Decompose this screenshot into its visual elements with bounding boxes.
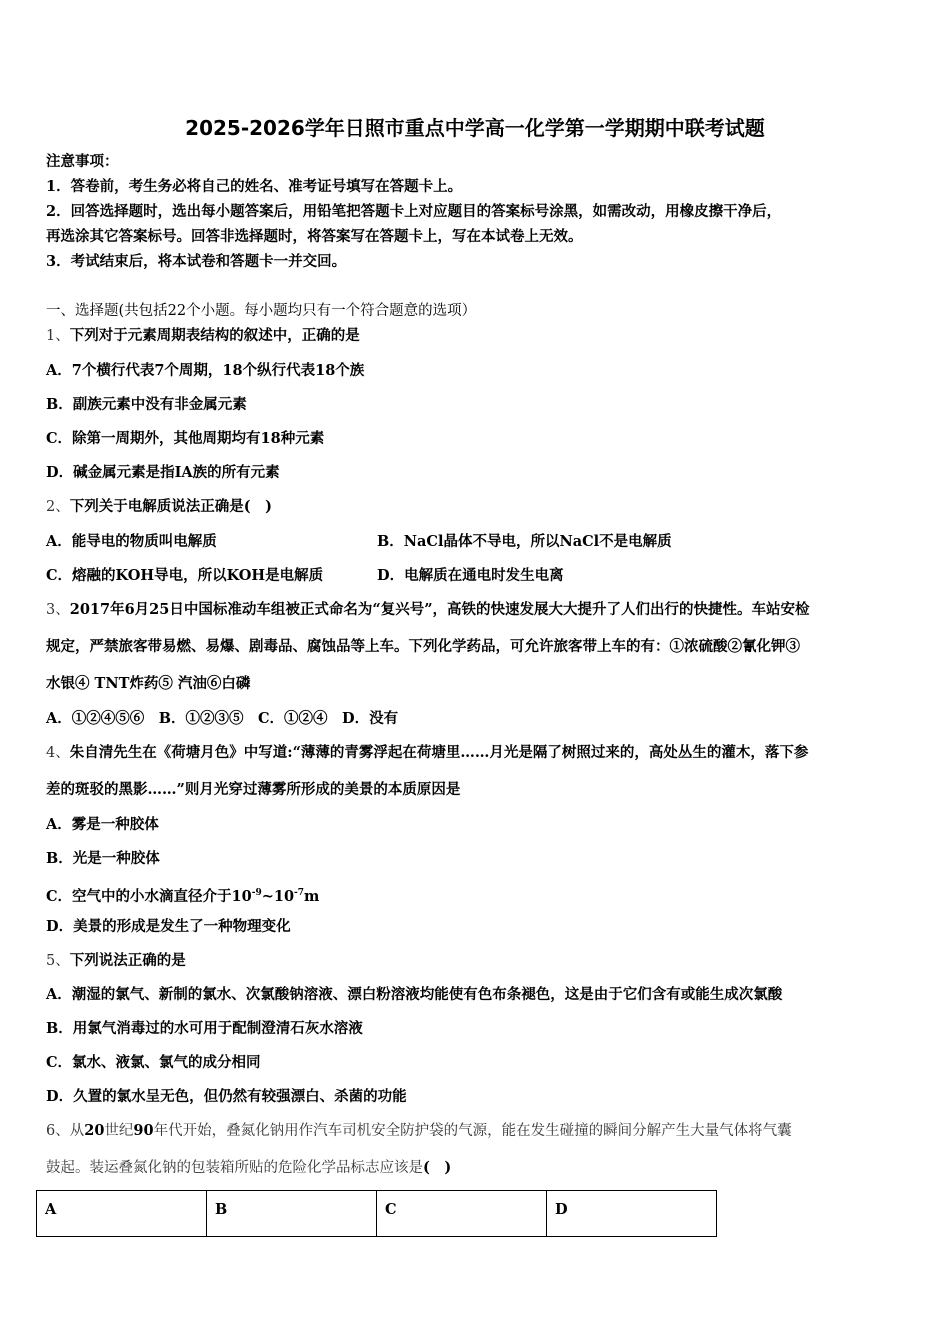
- notice-heading: 注意事项：: [46, 153, 119, 170]
- stem-text: 年代开始，叠氮化钠用作汽车司机安全防护袋的气源，能在发生碰撞的瞬间分解产生大量气体将气囊: [153, 1123, 792, 1139]
- stem-text: 90: [133, 1122, 154, 1139]
- question-5: [46, 951, 186, 971]
- q4-stem-line-2: 差的斑驳的黑影……”则月光穿过薄雾所形成的美景的本质原因是: [46, 781, 461, 798]
- question-number: 1、: [46, 328, 70, 344]
- notice-line-3: 再选涂其它答案标号。回答非选择题时，将答案写在答题卡上，写在本试卷上无效。: [46, 228, 583, 245]
- q4-option-c-text: m: [304, 887, 320, 905]
- q4-option-c: [46, 883, 319, 907]
- table-cell-b: B: [207, 1191, 377, 1237]
- question-number: 6、: [46, 1123, 70, 1139]
- q3-stem-line-2: 规定，严禁旅客带易燃、易爆、剧毒品、腐蚀品等上车。下列化学药品，可允许旅客带上车的有：①浓硫酸②氰化钾③: [46, 638, 800, 655]
- exponent: -9: [251, 888, 262, 898]
- question-stem-line-1: 朱自清先生在《荷塘月色》中写道:“薄薄的青雾浮起在荷塘里……月光是隔了树照过来的，高处丛生的灌木，落下参: [69, 744, 809, 761]
- table-cell-a: A: [37, 1191, 207, 1237]
- q4-option-c-text: C．空气中的小水滴直径介于10: [46, 887, 252, 905]
- q5-option-d: D．久置的氯水呈无色，但仍然有较强漂白、杀菌的功能: [46, 1088, 407, 1105]
- exponent: -7: [294, 888, 305, 898]
- notice-line-1: 1．答卷前，考生务必将自己的姓名、准考证号填写在答题卡上。: [46, 178, 463, 195]
- q4-option-d: D．美景的形成是发生了一种物理变化: [46, 918, 291, 935]
- q2-option-b: B．NaCl晶体不导电，所以NaCl不是电解质: [377, 533, 672, 550]
- page-title: 2025-2026学年日照市重点中学高一化学第一学期期中联考试题: [185, 116, 765, 140]
- q5-option-b: B．用氯气消毒过的水可用于配制澄清石灰水溶液: [46, 1020, 363, 1037]
- q1-option-a: A．7个横行代表7个周期，18个纵行代表18个族: [46, 362, 365, 379]
- q4-option-b: B．光是一种胶体: [46, 850, 160, 867]
- q1-option-b: B．副族元素中没有非金属元素: [46, 396, 247, 413]
- stem-text: 20: [84, 1122, 105, 1139]
- stem-text: 从: [69, 1123, 85, 1139]
- table-row: [37, 1191, 717, 1237]
- question-stem-line-1: 2017年6月25日中国标准动车组被正式命名为“复兴号”，高铁的快速发展大大提升了人们出行的快捷性。车站安检: [69, 601, 810, 618]
- question-number: 3、: [46, 602, 70, 618]
- question-stem: 下列关于电解质说法正确是( ): [69, 498, 272, 515]
- stem-text: 世纪: [104, 1123, 134, 1139]
- question-1: [46, 326, 360, 346]
- question-stem: 下列说法正确的是: [69, 952, 186, 969]
- stem-text: ( ): [423, 1159, 452, 1176]
- question-2: [46, 497, 272, 517]
- q6-stem-line-2: [46, 1158, 451, 1178]
- q1-option-c: C．除第一周期外，其他周期均有18种元素: [46, 430, 325, 447]
- q4-option-a: A．雾是一种胶体: [46, 816, 159, 833]
- q5-option-a: A．潮湿的氯气、新制的氯水、次氯酸钠溶液、漂白粉溶液均能使有色布条褪色，这是由于它们含有或能生成次氯酸: [46, 986, 783, 1003]
- q2-option-a: A．能导电的物质叫电解质: [46, 533, 217, 550]
- stem-text: 鼓起。装运叠氮化钠的包装箱所贴的危险化学品标志应该是: [46, 1160, 423, 1176]
- question-stem: 下列对于元素周期表结构的叙述中，正确的是: [69, 327, 360, 344]
- q3-stem-line-3: 水银④ TNT炸药⑤ 汽油⑥白磷: [46, 675, 251, 692]
- question-3: [46, 600, 810, 620]
- question-6: [46, 1121, 792, 1141]
- q1-option-d: D．碱金属元素是指ⅠA族的所有元素: [46, 464, 280, 481]
- table-cell-d: D: [547, 1191, 717, 1237]
- section-heading: 一、选择题(共包括22个小题。每小题均只有一个符合题意的选项）: [46, 303, 477, 319]
- notice-line-4: 3．考试结束后，将本试卷和答题卡一并交回。: [46, 253, 347, 270]
- question-number: 4、: [46, 745, 70, 761]
- hazard-label-table: [36, 1190, 717, 1237]
- q2-option-c: C．熔融的KOH导电，所以KOH是电解质: [46, 567, 324, 584]
- question-number: 2、: [46, 499, 70, 515]
- table-cell-c: C: [377, 1191, 547, 1237]
- notice-line-2: 2．回答选择题时，选出每小题答案后，用铅笔把答题卡上对应题目的答案标号涂黑，如需改动，用橡皮擦干净后，: [46, 203, 782, 220]
- q2-option-d: D．电解质在通电时发生电离: [377, 567, 564, 584]
- q4-option-c-text: ~10: [261, 887, 295, 905]
- question-4: [46, 743, 808, 763]
- q5-option-c: C．氯水、液氯、氯气的成分相同: [46, 1054, 261, 1071]
- q3-options: A．①②④⑤⑥ B．①②③⑤ C．①②④ D．没有: [46, 710, 399, 727]
- question-number: 5、: [46, 953, 70, 969]
